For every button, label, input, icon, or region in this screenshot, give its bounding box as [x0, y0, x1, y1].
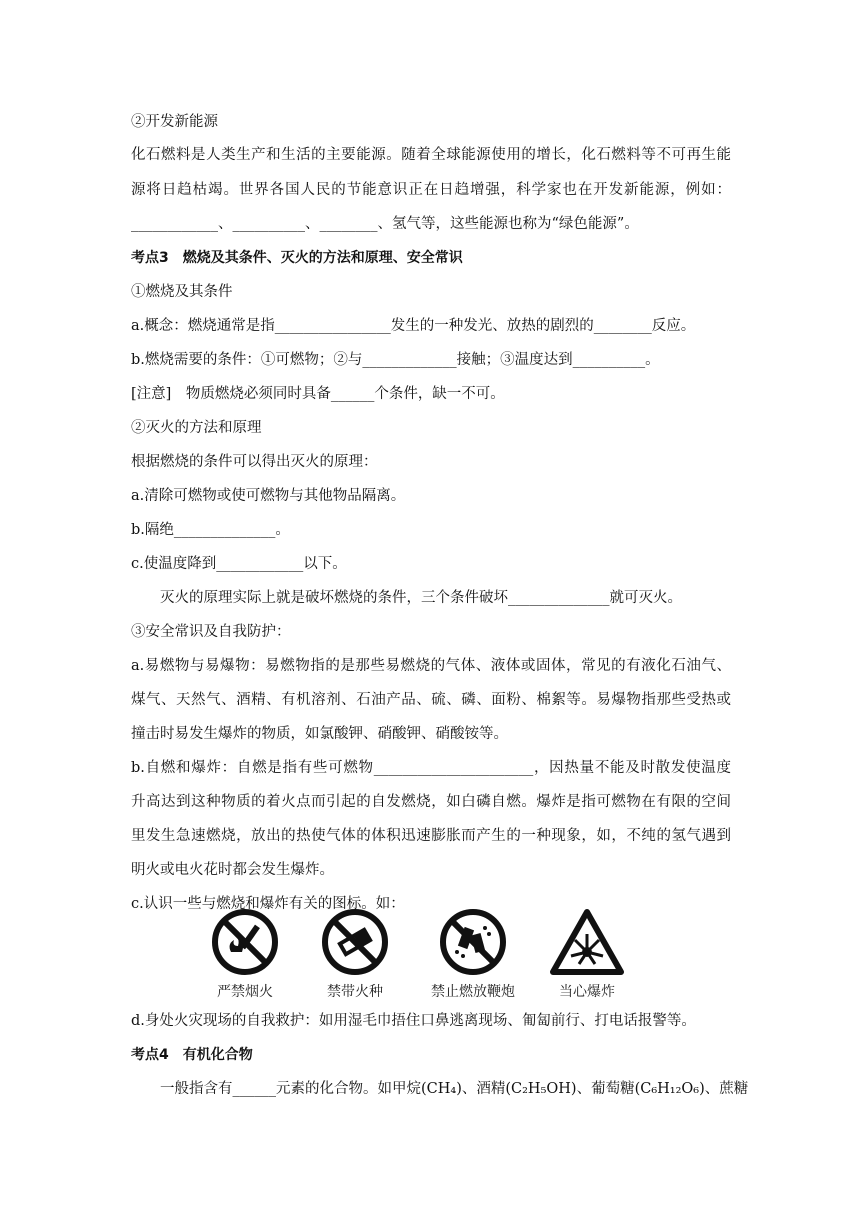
no-fire-source-icon [319, 908, 391, 976]
safety-icon-item [305, 908, 405, 1006]
paragraph-line: 升高达到这种物质的着火点而引起的自发燃烧，如白磷自燃。爆炸是指可燃物在有限的空间 [131, 794, 731, 810]
paragraph-line: a.易燃物与易爆物：易燃物指的是那些易燃烧的气体、液体或固体，常见的有液化石油气、 [131, 658, 731, 674]
subsection-title: ②灭火的方法和原理 [131, 420, 262, 436]
icon-caption: 禁带火种 [327, 984, 383, 1000]
no-smoking-icon [209, 908, 281, 976]
fill-blank-line: 一般指含有______元素的化合物。如甲烷(CH₄)、酒精(C₂H₅OH)、葡萄糖(C₆H₁₂O₆)、蔗糖 [160, 1081, 749, 1097]
paragraph-line: 源将日趋枯竭。世界各国人民的节能意识正在日趋增强，科学家也在开发新能源，例如： [131, 182, 731, 198]
fill-blank-line: c.使温度降到____________以下。 [131, 556, 347, 572]
fill-blank-line: ____________、__________、________、氢气等，这些能源也称为“绿色能源”。 [131, 216, 639, 232]
note-line: [注意] 物质燃烧必须同时具备______个条件，缺一不可。 [131, 386, 505, 402]
paragraph-line: 化石燃料是人类生产和生活的主要能源。随着全球能源使用的增长，化石燃料等不可再生能 [131, 147, 731, 163]
subsection-title: ①燃烧及其条件 [131, 284, 233, 300]
safety-icon-item [423, 908, 523, 1006]
safety-icon-item [195, 908, 295, 1006]
fill-blank-line: b.隔绝______________。 [131, 522, 290, 538]
section-heading: 考点4 有机化合物 [131, 1047, 253, 1063]
explosive-warning-icon [549, 908, 625, 976]
paragraph-line: 明火或电火花时都会发生爆炸。 [131, 862, 334, 878]
safety-icons-row [195, 908, 635, 1006]
icon-caption: 禁止燃放鞭炮 [431, 984, 515, 1000]
section-heading: 考点3 燃烧及其条件、灭火的方法和原理、安全常识 [131, 250, 463, 266]
paragraph-line: 里发生急速燃烧，放出的热使气体的体积迅速膨胀而产生的一种现象，如，不纯的氢气遇到 [131, 828, 731, 844]
list-item: a.清除可燃物或使可燃物与其他物品隔离。 [131, 488, 406, 504]
no-firecrackers-icon [437, 908, 509, 976]
subsection-title: ②开发新能源 [131, 114, 218, 130]
paragraph-line: 煤气、天然气、酒精、有机溶剂、石油产品、硫、磷、面粉、棉絮等。易爆物指那些受热或 [131, 692, 731, 708]
fill-blank-line: b.自燃和爆炸：自燃是指有些可燃物______________________，因热量不能及时散发使温度 [131, 760, 731, 776]
fill-blank-line: a.概念：燃烧通常是指________________发生的一种发光、放热的剧烈的________反应。 [131, 318, 696, 334]
fill-blank-line: 灭火的原理实际上就是破坏燃烧的条件，三个条件破坏______________就可灭火。 [160, 590, 682, 606]
icon-caption: 严禁烟火 [217, 984, 273, 1000]
paragraph-line: 撞击时易发生爆炸的物质，如氯酸钾、硝酸钾、硝酸铵等。 [131, 726, 508, 742]
paragraph-line: 根据燃烧的条件可以得出灭火的原理： [131, 454, 378, 470]
fill-blank-line: b.燃烧需要的条件：①可燃物；②与_____________接触；③温度达到__________。 [131, 352, 660, 368]
paragraph-line: c.认识一些与燃烧和爆炸有关的图标。如： [131, 896, 405, 912]
subsection-title: ③安全常识及自我防护： [131, 624, 291, 640]
safety-icon-item [537, 908, 637, 1006]
icon-caption: 当心爆炸 [559, 984, 615, 1000]
paragraph-line: d.身处火灾现场的自我救护：如用湿毛巾捂住口鼻逃离现场、匍匐前行、打电话报警等。 [131, 1013, 696, 1029]
